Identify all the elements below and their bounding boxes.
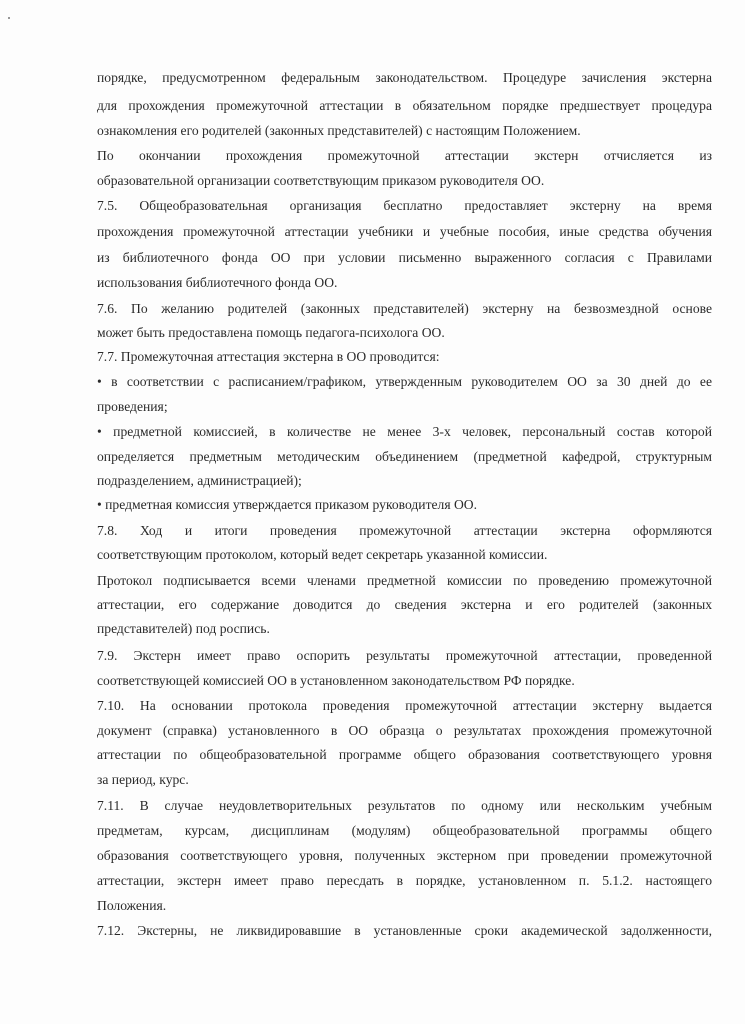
document-line: соответствующим протоколом, который ведет секретарь указанной комиссии. bbox=[97, 547, 548, 562]
document-line: образовательной организации соответствующим приказом руководителя ОО. bbox=[97, 173, 545, 188]
document-line: аттестации, экстерн имеет право пересдать в порядке, установленном п. 5.1.2. настоящего bbox=[97, 873, 712, 888]
document-line: образования соответствующего уровня, полученных экстерном при проведении промежуточной bbox=[97, 848, 712, 863]
document-line: 7.8. Ход и итоги проведения промежуточной аттестации экстерна оформляются bbox=[97, 523, 712, 538]
document-line: за период, курс. bbox=[97, 772, 189, 787]
document-line: документ (справка) установленного в ОО образца о результатах прохождения промежуточной bbox=[97, 723, 712, 738]
document-line: 7.7. Промежуточная аттестация экстерна в ОО проводится: bbox=[97, 349, 440, 364]
document-line: соответствующей комиссией ОО в установленном законодательством РФ порядке. bbox=[97, 673, 575, 688]
document-line: порядке, предусмотренном федеральным законодательством. Процедуре зачисления экстерна bbox=[97, 70, 712, 85]
document-line: определяется предметным методическим объединением (предметной кафедрой, структурным bbox=[97, 449, 712, 464]
document-line: аттестации по общеобразовательной программе общего образования соответствующего уровня bbox=[97, 747, 712, 762]
document-line: • в соответствии с расписанием/графиком, утвержденным руководителем ОО за 30 дней до ее bbox=[97, 374, 712, 389]
scan-speck bbox=[8, 17, 10, 19]
document-line: 7.11. В случае неудовлетворительных результатов по одному или нескольким учебным bbox=[97, 798, 712, 813]
document-line: 7.6. По желанию родителей (законных представителей) экстерну на безвозмездной основе bbox=[97, 301, 712, 316]
document-line: предметам, курсам, дисциплинам (модулям) общеобразовательной программы общего bbox=[97, 823, 712, 838]
document-line: 7.10. На основании протокола проведения промежуточной аттестации экстерну выдается bbox=[97, 698, 712, 713]
document-line: 7.12. Экстерны, не ликвидировавшие в установленные сроки академической задолженности, bbox=[97, 923, 712, 938]
document-line: Положения. bbox=[97, 898, 167, 913]
document-line: 7.9. Экстерн имеет право оспорить результаты промежуточной аттестации, проведенной bbox=[97, 648, 712, 663]
document-line: подразделением, администрацией); bbox=[97, 473, 302, 488]
document-line: • предметная комиссия утверждается приказом руководителя ОО. bbox=[97, 497, 478, 512]
document-line: По окончании прохождения промежуточной аттестации экстерн отчисляется из bbox=[97, 148, 712, 163]
document-line: прохождения промежуточной аттестации учебники и учебные пособия, иные средства обучения bbox=[97, 224, 712, 239]
document-line: из библиотечного фонда ОО при условии письменно выраженного согласия с Правилами bbox=[97, 250, 712, 265]
document-line: аттестации, его содержание доводится до сведения экстерна и его родителей (законных bbox=[97, 597, 712, 612]
document-line: Протокол подписывается всеми членами предметной комиссии по проведению промежуточной bbox=[97, 573, 712, 588]
document-line: использования библиотечного фонда ОО. bbox=[97, 275, 338, 290]
document-line: может быть предоставлена помощь педагога-психолога ОО. bbox=[97, 325, 445, 340]
document-line: проведения; bbox=[97, 399, 168, 414]
document-line: • предметной комиссией, в количестве не менее 3-х человек, персональный состав которой bbox=[97, 424, 712, 439]
document-line: для прохождения промежуточной аттестации в обязательном порядке предшествует процедура bbox=[97, 98, 712, 113]
document-line: ознакомления его родителей (законных представителей) с настоящим Положением. bbox=[97, 123, 581, 138]
document-line: представителей) под роспись. bbox=[97, 621, 270, 636]
document-line: 7.5. Общеобразовательная организация бесплатно предоставляет экстерну на время bbox=[97, 198, 712, 213]
